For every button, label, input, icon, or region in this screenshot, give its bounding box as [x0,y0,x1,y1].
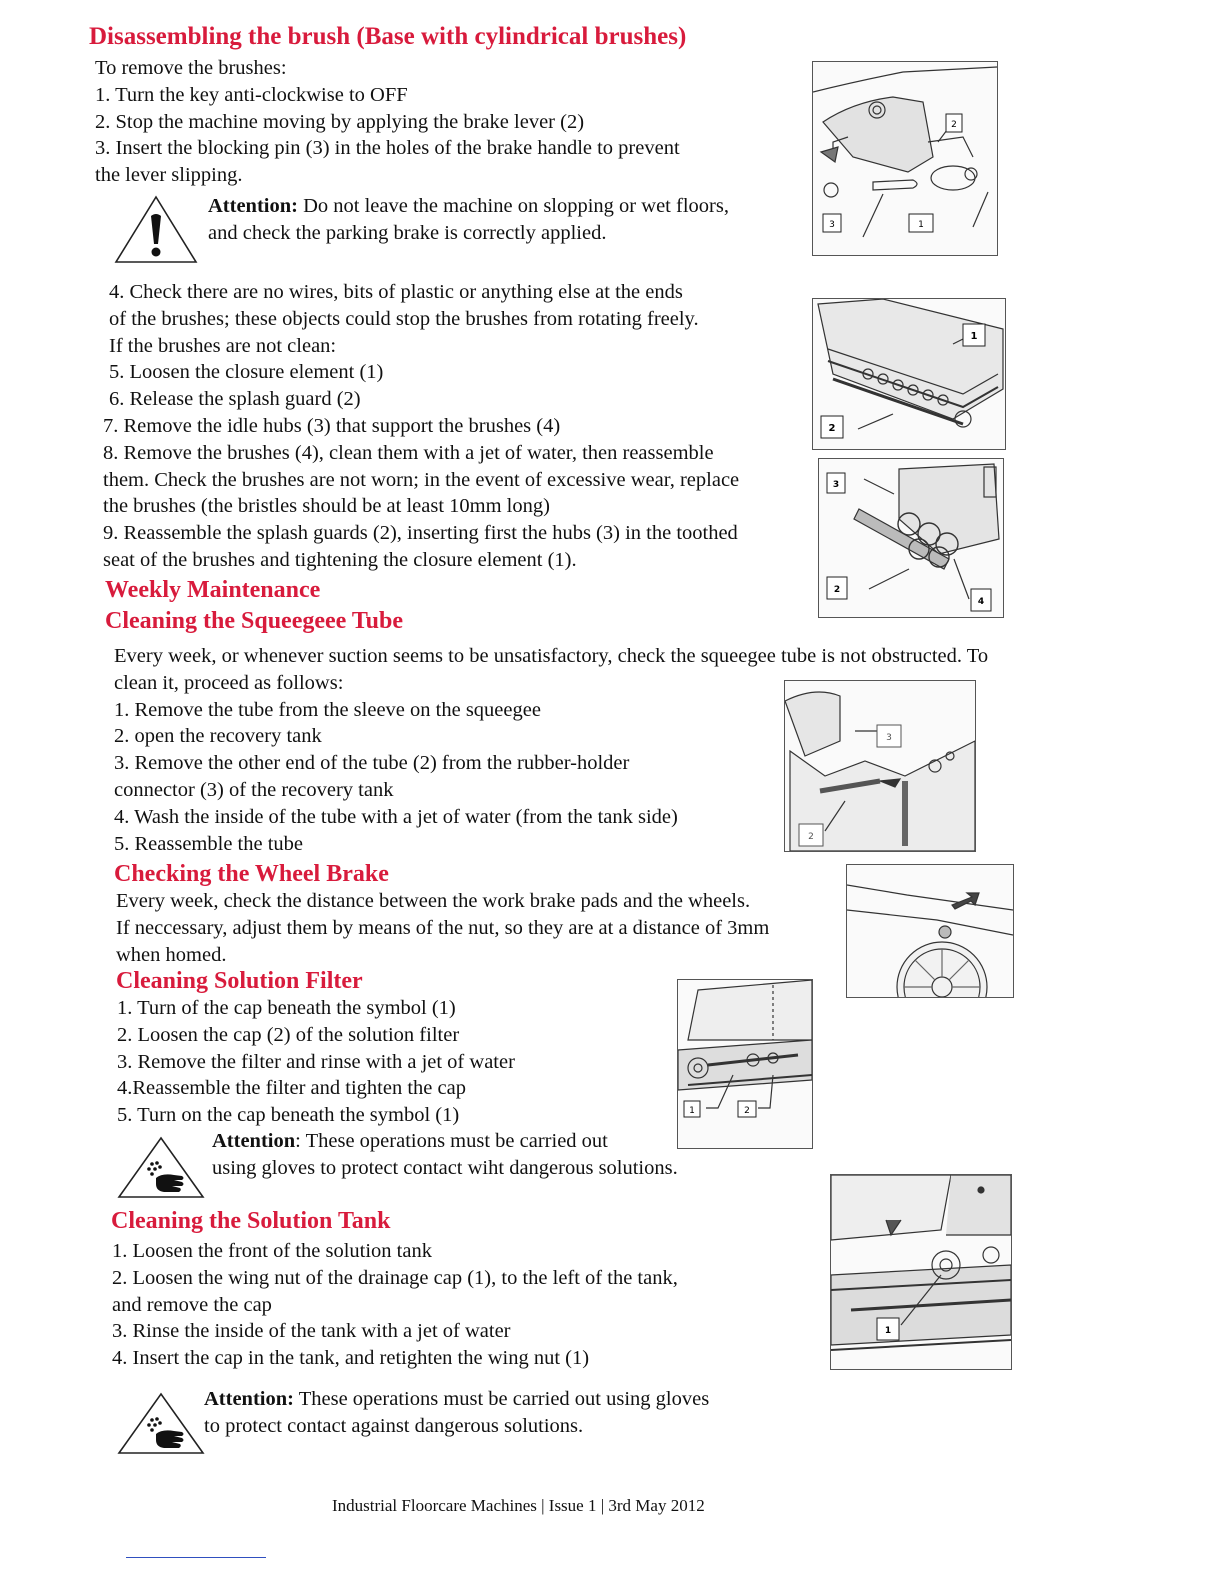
callout-label: 3 [832,480,840,490]
text-line: and remove the cap [112,1293,272,1316]
warning-icon [113,194,199,266]
figure-brake-lever [812,61,998,256]
callout-label: 1 [970,331,978,342]
attention-note-1 [208,193,729,247]
footer-rule [126,1557,266,1558]
figure-solution-tank [830,1174,1012,1370]
section-title-wheel-brake: Checking the Wheel Brake [114,861,389,887]
attention-label: Attention [212,1130,296,1152]
attention-note-3 [204,1386,709,1440]
text-line: 5. Reassemble the tube [114,832,304,855]
text-line: them. Check the brushes are not worn; in the event of excessive wear, replace [103,468,740,491]
text-line: 4. Wash the inside of the tube with a jet of water (from the tank side) [114,805,678,828]
brush-steps-1 [95,55,680,189]
text-line: If neccessary, adjust them by means of the nut, so they are at a distance of 3mm [116,916,770,939]
text-line: seat of the brushes and tightening the closure element (1). [103,548,577,571]
text-line: 3. Remove the other end of the tube (2) from the rubber-holder [114,752,630,775]
text-line: 3. Insert the blocking pin (3) in the holes of the brake handle to prevent [95,137,680,160]
attention-label: Attention: [204,1388,294,1410]
text-line: 1. Remove the tube from the sleeve on the squeegee [114,698,541,721]
text-line: the lever slipping. [95,164,243,187]
attention-text: to protect contact against dangerous solutions. [204,1414,584,1437]
figure-squeegee-tube [784,680,976,852]
text-line: 1. Turn the key anti-clockwise to OFF [95,83,408,106]
text-line: 6. Release the splash guard (2) [109,388,361,411]
text-line: 2. Loosen the cap (2) of the solution filter [117,1023,460,1046]
text-line: 5. Turn on the cap beneath the symbol (1) [117,1104,460,1127]
text-line: 2. Loosen the wing nut of the drainage cap (1), to the left of the tank, [112,1266,678,1289]
attention-note-2 [212,1128,678,1182]
callout-label: 1 [918,220,924,230]
callout-label: 3 [829,220,835,230]
text-line: 4.Reassemble the filter and tighten the cap [117,1077,466,1100]
text-line: 4. Insert the cap in the tank, and retighten the wing nut (1) [112,1347,590,1370]
text-line: 3. Rinse the inside of the tank with a jet of water [112,1320,511,1343]
callout-label: 2 [828,423,836,434]
attention-label: Attention: [208,195,298,217]
gloves-warning-icon [116,1392,206,1456]
brush-steps-2 [103,279,739,574]
section-title-squeegee: Cleaning the Squeegeee Tube [105,608,404,634]
section-title-weekly: Weekly Maintenance [105,577,321,603]
attention-text: : These operations must be carried out [295,1130,608,1152]
attention-text: and check the parking brake is correctly applied. [208,221,607,244]
text-line: 4. Check there are no wires, bits of plastic or anything else at the ends [109,281,683,303]
filter-steps [117,995,515,1129]
text-line: when homed. [116,943,227,966]
page-footer: Industrial Floorcare Machines | Issue 1 | 3rd May 2012 [332,1496,705,1515]
text-line: Every week, check the distance between the work brake pads and the wheels. [116,890,751,912]
text-line: 7. Remove the idle hubs (3) that support the brushes (4) [103,414,561,437]
callout-label: 2 [808,832,814,842]
text-line: 9. Reassemble the splash guards (2), inserting first the hubs (3) in the toothed [103,522,738,545]
text-line: 2. Stop the machine moving by applying the brake lever (2) [95,110,585,133]
text-line: 5. Loosen the closure element (1) [109,361,384,384]
text-line: of the brushes; these objects could stop the brushes from rotating freely. [109,307,699,330]
section-title-solution-filter: Cleaning Solution Filter [116,968,363,994]
callout-label: 2 [744,1106,750,1116]
text-line: Every week, or whenever suction seems to be unsatisfactory, check the squeegee tube is not obstructed. To [114,645,989,667]
callout-label: 1 [689,1106,695,1116]
figure-brush-hubs [818,458,1004,618]
figure-splash-guard [812,298,1006,450]
tank-steps [112,1238,678,1372]
text-line: If the brushes are not clean: [109,334,337,357]
attention-text: Do not leave the machine on slopping or wet floors, [297,195,729,217]
section-title-brush: Disassembling the brush (Base with cylindrical brushes) [89,23,687,50]
section-title-solution-tank: Cleaning the Solution Tank [111,1208,391,1234]
gloves-warning-icon [116,1136,206,1200]
callout-label: 1 [884,1326,892,1336]
text-line: 1. Loosen the front of the solution tank [112,1240,432,1262]
attention-text: using gloves to protect contact wiht dangerous solutions. [212,1156,678,1179]
attention-text: These operations must be carried out using gloves [293,1388,710,1410]
callout-label: 2 [951,120,957,130]
text-line: connector (3) of the recovery tank [114,778,394,801]
callout-label: 2 [833,585,841,595]
wheel-brake-steps [116,888,769,968]
text-line: clean it, proceed as follows: [114,671,344,694]
text-line: 3. Remove the filter and rinse with a jet of water [117,1050,515,1073]
text-line: To remove the brushes: [95,57,287,79]
text-line: 1. Turn of the cap beneath the symbol (1) [117,997,456,1019]
callout-label: 3 [886,733,892,743]
text-line: 2. open the recovery tank [114,725,322,748]
figure-solution-filter [677,979,813,1149]
text-line: the brushes (the bristles should be at least 10mm long) [103,495,550,518]
figure-wheel-brake [846,864,1014,998]
callout-label: 4 [977,597,985,607]
text-line: 8. Remove the brushes (4), clean them with a jet of water, then reassemble [103,441,714,464]
